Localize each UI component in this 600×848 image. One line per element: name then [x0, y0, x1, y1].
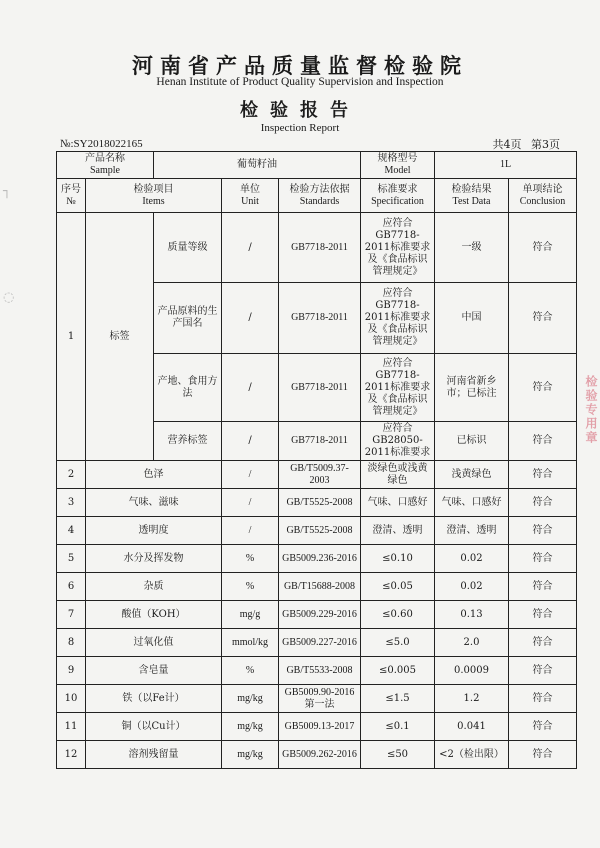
row-spec: 应符合GB7718-2011标准要求及《食品标识管理规定》	[361, 213, 435, 283]
col-header-standards: 检验方法依据 Standards	[279, 179, 361, 213]
row-conclusion: 符合	[509, 713, 577, 741]
row-item: 水分及挥发物	[86, 545, 222, 573]
row-result: 2.0	[435, 629, 509, 657]
row-conclusion: 符合	[509, 657, 577, 685]
row-conclusion: 符合	[509, 489, 577, 517]
row-spec: ≤1.5	[361, 685, 435, 713]
row-item: 质量等级	[154, 213, 222, 283]
report-title-cn: 检验报告	[240, 100, 360, 121]
row-conclusion: 符合	[509, 213, 577, 283]
col-header-no: 序号 №	[57, 179, 86, 213]
row-result: 0.02	[435, 573, 509, 601]
row-conclusion: 符合	[509, 283, 577, 354]
row-method: GB7718-2011	[279, 283, 361, 354]
row-unit: /	[222, 489, 279, 517]
row-spec: ≤0.005	[361, 657, 435, 685]
row-unit: mg/kg	[222, 741, 279, 769]
row-method: GB/T5525-2008	[279, 489, 361, 517]
row-no: 11	[57, 713, 86, 741]
institute-title-en: Henan Institute of Product Quality Supervision and Inspection	[156, 76, 444, 88]
row-no: 4	[57, 517, 86, 545]
row-spec: ≤0.1	[361, 713, 435, 741]
row-unit: mg/g	[222, 601, 279, 629]
row-item: 过氧化值	[86, 629, 222, 657]
row-result: 0.13	[435, 601, 509, 629]
row-method: GB/T5533-2008	[279, 657, 361, 685]
row-method: GB5009.227-2016	[279, 629, 361, 657]
row-result: 已标识	[435, 422, 509, 461]
row-spec: 应符合GB7718-2011标准要求及《食品标识管理规定》	[361, 283, 435, 354]
row-item: 产地、食用方法	[154, 354, 222, 422]
row-no: 12	[57, 741, 86, 769]
sample-name-label: 产品名称 Sample	[57, 152, 154, 179]
table-row	[57, 489, 577, 517]
row-no: 10	[57, 685, 86, 713]
row-item: 铁（以Fe计）	[86, 685, 222, 713]
col-header-unit: 单位 Unit	[222, 179, 279, 213]
row-conclusion: 符合	[509, 741, 577, 769]
row-conclusion: 符合	[509, 461, 577, 489]
row-spec: 应符合GB28050-2011标准要求	[361, 422, 435, 461]
table-row	[57, 657, 577, 685]
row-method: GB5009.229-2016	[279, 601, 361, 629]
table-row	[57, 713, 577, 741]
row-conclusion: 符合	[509, 545, 577, 573]
row-conclusion: 符合	[509, 629, 577, 657]
row-unit: /	[222, 354, 279, 422]
table-row	[57, 573, 577, 601]
row-spec: 气味、口感好	[361, 489, 435, 517]
row-spec: ≤50	[361, 741, 435, 769]
row-item: 含皂量	[86, 657, 222, 685]
row-conclusion: 符合	[509, 601, 577, 629]
row-unit: /	[222, 213, 279, 283]
row-result: <2（检出限）	[435, 741, 509, 769]
row-no: 2	[57, 461, 86, 489]
row-unit: %	[222, 573, 279, 601]
row-method: GB/T15688-2008	[279, 573, 361, 601]
row-unit: mg/kg	[222, 713, 279, 741]
row-conclusion: 符合	[509, 422, 577, 461]
model-label: 规格型号 Model	[361, 152, 435, 179]
row-spec: 应符合GB7718-2011标准要求及《食品标识管理规定》	[361, 354, 435, 422]
table-row	[57, 601, 577, 629]
row-result: 1.2	[435, 685, 509, 713]
row-spec: 淡绿色或浅黄绿色	[361, 461, 435, 489]
row-unit: /	[222, 517, 279, 545]
row-method: GB7718-2011	[279, 422, 361, 461]
row-unit: %	[222, 545, 279, 573]
row-item: 铜（以Cu计）	[86, 713, 222, 741]
row-item: 杂质	[86, 573, 222, 601]
row-conclusion: 符合	[509, 685, 577, 713]
row-item: 气味、滋味	[86, 489, 222, 517]
row-result: 澄清、透明	[435, 517, 509, 545]
col-header-specification: 标准要求 Specification	[361, 179, 435, 213]
row-unit: mg/kg	[222, 685, 279, 713]
row-item: 产品原料的生产国名	[154, 283, 222, 354]
row-method: GB/T5525-2008	[279, 517, 361, 545]
row-result: 0.02	[435, 545, 509, 573]
col-header-test-data: 检验结果 Test Data	[435, 179, 509, 213]
row-no: 6	[57, 573, 86, 601]
row-unit: %	[222, 657, 279, 685]
column-header-row	[57, 179, 577, 213]
inspection-table	[56, 151, 577, 769]
row-result: 一级	[435, 213, 509, 283]
row-item: 透明度	[86, 517, 222, 545]
row-spec: ≤0.05	[361, 573, 435, 601]
sample-row	[57, 152, 577, 179]
row-method: GB7718-2011	[279, 213, 361, 283]
row-no: 7	[57, 601, 86, 629]
page-info: 共4页 第3页	[492, 138, 560, 151]
label-category: 标签	[86, 213, 154, 461]
simple-rows	[57, 461, 577, 769]
row-result: 0.041	[435, 713, 509, 741]
row-item: 色泽	[86, 461, 222, 489]
row-unit: /	[222, 422, 279, 461]
row-result: 河南省新乡市；已标注	[435, 354, 509, 422]
col-header-conclusion: 单项结论 Conclusion	[509, 179, 577, 213]
row-spec: ≤0.10	[361, 545, 435, 573]
row-spec: ≤0.60	[361, 601, 435, 629]
row-no: 8	[57, 629, 86, 657]
scan-mark: ┐	[3, 184, 11, 199]
row-result: 浅黄绿色	[435, 461, 509, 489]
row-method: GB5009.90-2016第一法	[279, 685, 361, 713]
row-method: GB5009.13-2017	[279, 713, 361, 741]
row-item: 营养标签	[154, 422, 222, 461]
scan-mark: ◌	[3, 290, 15, 305]
institute-title-cn: 河南省产品质量监督检验院	[132, 53, 468, 78]
row-result: 0.0009	[435, 657, 509, 685]
table-row	[57, 517, 577, 545]
row-unit: /	[222, 283, 279, 354]
report-title-en: Inspection Report	[260, 122, 340, 134]
table-row	[57, 461, 577, 489]
model-value: 1L	[435, 152, 577, 179]
row-method: GB5009.236-2016	[279, 545, 361, 573]
col-header-items: 检验项目 Items	[86, 179, 222, 213]
row-no: 1	[57, 213, 86, 461]
row-item: 溶剂残留量	[86, 741, 222, 769]
table-row	[57, 545, 577, 573]
table-row	[57, 629, 577, 657]
row-method: GB/T5009.37-2003	[279, 461, 361, 489]
row-conclusion: 符合	[509, 573, 577, 601]
row-conclusion: 符合	[509, 517, 577, 545]
row-unit: /	[222, 461, 279, 489]
row-item: 酸值（KOH）	[86, 601, 222, 629]
row-no: 3	[57, 489, 86, 517]
report-number: №:SY2018022165	[60, 138, 143, 150]
row-conclusion: 符合	[509, 354, 577, 422]
inspection-seal: 检验专用章	[584, 375, 598, 445]
row-no: 5	[57, 545, 86, 573]
table-row	[57, 741, 577, 769]
table-row	[57, 685, 577, 713]
row-result: 中国	[435, 283, 509, 354]
table-row	[57, 213, 577, 283]
sample-name-value: 葡萄籽油	[154, 152, 361, 179]
row-method: GB5009.262-2016	[279, 741, 361, 769]
row-method: GB7718-2011	[279, 354, 361, 422]
row-unit: mmol/kg	[222, 629, 279, 657]
row-no: 9	[57, 657, 86, 685]
row-spec: ≤5.0	[361, 629, 435, 657]
row-spec: 澄清、透明	[361, 517, 435, 545]
row-result: 气味、口感好	[435, 489, 509, 517]
